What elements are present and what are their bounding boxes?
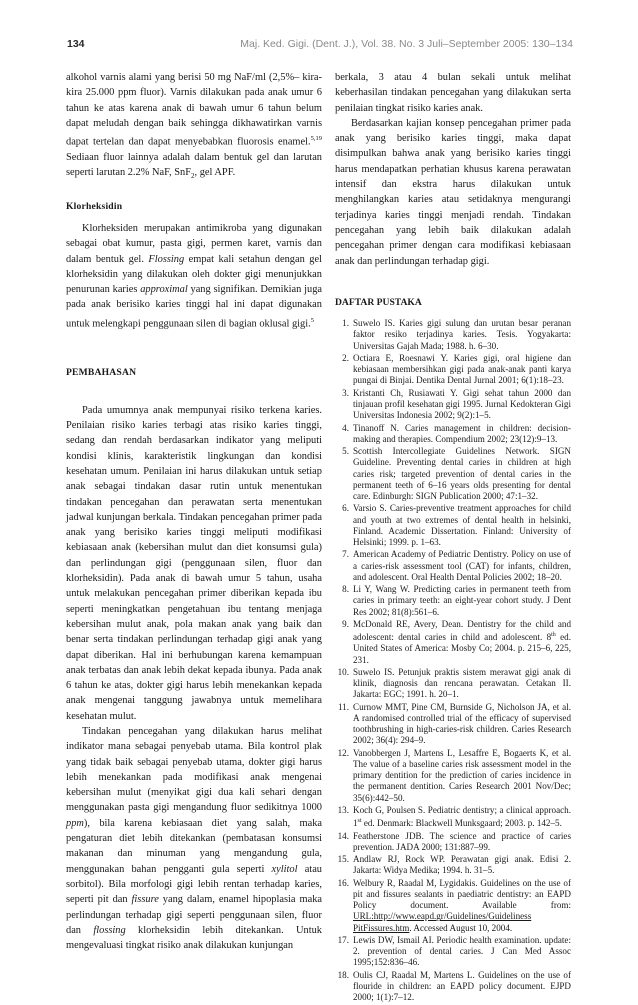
reference-text: Andlaw RJ, Rock WP. Perawatan gigi anak. Edisi 2. Jakarta: Widya Medika; 1994. h. 31–5.	[353, 854, 571, 876]
reference-item	[335, 503, 571, 548]
reference-text: McDonald RE, Avery, Dean. Dentistry for the child and adolescent: dental caries in child and adolescent. 8th ed. United States of America: Mosby Co; 2004. p. 215–6, 225, 231.	[353, 618, 571, 665]
klorheksidin-paragraph: Klorheksiden merupakan antimikroba yang digunakan sebagai obat kumur, pasta gigi, permen karet, varnis dan dalam bentuk gel. Flossing empat kali setahun dengan gel klorheksidin yang dilakukan oleh dokter gigi menunjukkan penurunan karies approximal yang signifikan. Demikian juga pada anak berisiko karies tinggi hal ini dapat digunakan untuk melengkapi penggunaan silen di bagian oklusal gigi.$^5$	[66, 222, 322, 330]
page-number: 134	[67, 38, 85, 50]
reference-number: 5.	[342, 446, 349, 457]
reference-text: Curnow MMT, Pine CM, Burnside G, Nicholson JA, et al. A randomised controlled trial of the efficacy of supervised toothbrushing in high-caries-risk children. Caries Research 2002; 36(4): 294–9.	[353, 701, 571, 746]
reference-text: Li Y, Wang W. Predicting caries in permanent teeth from caries in primary teeth: an eight-year cohort study. J Dent Res 2002; 81(8):561–6.	[353, 584, 571, 617]
reference-text: Oulis CJ, Raadal M, Martens L. Guidelines on the use of flouride in children: an EAPD policy document. EJPD 2000; 1(1):7–12.	[353, 969, 571, 1003]
reference-item	[335, 584, 571, 618]
citation-superscript: 5,19	[310, 135, 322, 143]
reference-item	[335, 805, 571, 829]
references-list	[335, 318, 571, 1003]
continuation-paragraph: berkala, 3 atau 4 bulan sekali untuk melihat keberhasilan tindakan pencegahan yang dilakukan serta penilaian tingkat risiko karies anak.	[335, 72, 571, 114]
reference-text: Koch G, Poulsen S. Pediatric dentistry; a clinical approach. 1st ed. Denmark: Blackwell Munksgaard; 2003. p. 142–5.	[353, 804, 571, 829]
reference-item	[335, 667, 571, 701]
reference-text: Suwelo IS. Petunjuk praktis sistem merawat gigi anak di klinik, diagnosis dan rencana perawatan. Cetakan II. Jakarta: EGC; 1991. h. 20–1.	[353, 666, 571, 700]
reference-text: Tinanoff N. Caries management in children: decision-making and therapies. Compendium 2002; 23(12):9–13.	[353, 422, 571, 444]
right-column	[335, 70, 571, 1005]
reference-text: American Academy of Pediatric Dentistry. Policy on use of a caries-risk assessment tool (CAT) for infants, children, and adolescent. Oral Health Dental Policies 2002; 18–20.	[353, 549, 571, 582]
reference-item	[335, 935, 571, 969]
reference-number: 12.	[337, 747, 349, 758]
reference-item	[335, 831, 571, 853]
reference-text: Welbury R, Raadal M, Lygidakis. Guidelines on the use of pit and fissures sealants in paediatric dentistry: an EAPD Policy document. Available from: URL:http://www.eapd.gr/Guidelines/Guideliness PitFissures.htm. Accessed August 10, 2004.	[353, 877, 571, 933]
reference-item	[335, 970, 571, 1004]
reference-text: Kristanti Ch, Rusiawati Y. Gigi sehat tahun 2000 dan tinjauan profil kesehatan gigi 1995. Jurnal Kedokteran Gigi Universitas Indonesia 2002; 9(2):1–5.	[353, 387, 571, 421]
reference-text: Octiara E, Roesnawi Y. Karies gigi, oral higiene dan kebiasaan membersihkan gigi pada anak-anak panti karya pungai di Binjai. Dentika Dental Jurnal 2001; 6(1):18–23.	[353, 352, 571, 386]
reference-number: 7.	[342, 549, 349, 560]
reference-item	[335, 423, 571, 445]
references-title: DAFTAR PUSTAKA	[335, 296, 422, 308]
pembahasan-paragraph-1: Pada umumnya anak mempunyai risiko terkena karies. Penilaian risiko karies terbagi atas risiko karies tinggi, sedang dan rendah berdasarkan indikator yang meliputi kondisi klinis, karakteristik lingkungan dan kondisi kesehatan umum. Penilaian ini harus dilakukan untuk setiap anak sebagai tindakan dasar rutin untuk menentukan tindakan pencegahan dan perawatan serta menentukan jadwal kunjungan berkala. Tindakan pencegahan primer pada anak yang berisiko karies tinggi meliputi modifikasi kebiasaan anak (kebersihan mulut dan diet konsumsi gula) dan perlindungan gigi (penggunaan silen, fluor dan klorheksidin). Pada anak di bawah umur 5 tahun, usaha untuk melakukan pencegahan primer diberikan kepada ibu seperti meningkatkan pengetahuan ibu tentang menjaga kebersihan mulut anak, pola makan anak yang baik dan benar serta tindakan perlindungan terhadap gigi anak yang dapat diberikan. Hal ini berhubungan karena kemampuan anak terbatas dan anak lebih dekat kepada ibunya. Pada anak 6 tahun ke atas, dokter gigi harus lebih menekankan kepada anak mengenai tanggung jawabnya untuk memelihara kesehatan mulut.	[66, 404, 322, 722]
reference-number: 1.	[342, 318, 349, 329]
reference-text: Featherstone JDB. The science and practice of caries prevention. JADA 2000; 131:887–99.	[353, 830, 571, 852]
pembahasan-paragraph-2: Tindakan pencegahan yang dilakukan harus melihat indikator mana sebagai penyebab utama. Bila kontrol plak yang tidak baik sebagai penyebab utama, dokter gigi harus lebih menekankan pada modifikasi anak mengenai kebersihan mulut (menyikat gigi dua kali sehari dengan menggunakan pasta gigi mengandung fluor sedikitnya 1000 ppm), bila karena kebiasaan diet yang salah, maka pengaturan diet lebih ditekankan (pembatasan konsumsi makanan dan minuman yang mengandung gula, menggunakan bahan pengganti gula seperti xylitol atau sorbitol). Bila morfologi gigi lebih rentan terhadap karies, seperti pit dan fissure yang dalam, enamel hipoplasia maka perlindungan terhadap gigi seperti penggunaan silen, fluor dan flossing klorheksidin lebih ditekankan. Untuk mengevaluasi tingkat risiko anak dilakukan kunjungan	[66, 726, 322, 952]
reference-number: 9.	[342, 618, 349, 629]
reference-number: 8.	[342, 584, 349, 595]
reference-text: Varsio S. Caries-preventive treatment approaches for child and youth at two extremes of dental health in helsinki, Finland. Academic Dissertation. Finland: University of Helsinki; 1999. p. 1–63.	[353, 503, 571, 547]
reference-number: 10.	[337, 666, 349, 677]
reference-number: 17.	[337, 934, 349, 945]
reference-item	[335, 702, 571, 747]
reference-item	[335, 748, 571, 804]
reference-number: 4.	[342, 422, 349, 433]
reference-number: 14.	[337, 830, 349, 841]
reference-item	[335, 446, 571, 502]
reference-number: 16.	[337, 877, 349, 888]
section-title-klorheksidin: Klorheksidin	[66, 200, 123, 212]
reference-item	[335, 549, 571, 583]
reference-item	[335, 878, 571, 934]
reference-number: 15.	[337, 854, 349, 865]
reference-item	[335, 854, 571, 876]
reference-number: 18.	[337, 969, 349, 980]
reference-item	[335, 619, 571, 666]
reference-number: 2.	[342, 352, 349, 363]
conclusion-paragraph: Berdasarkan kajian konsep pencegahan primer pada anak yang berisiko karies tinggi, maka dapat disimpulkan bahwa anak yang berisiko karies tinggi harus mendapatkan perhatian khusus karena perawatan intensif dan ekstra harus dilakukan untuk menghilangkan karies atau setidaknya mengurangi terjadinya karies tinggi menjadi rendah. Tindakan pencegahan yang lebih baik dilakukan adalah pencegahan primer dengan cara modifikasi kebiasaan anak dan perlindungan terhadap gigi.	[335, 117, 571, 267]
reference-url-link[interactable]: URL:http://www.eapd.gr/Guidelines/Guideliness PitFissures.htm	[353, 911, 532, 933]
section-title-pembahasan: PEMBAHASAN	[66, 367, 137, 379]
reference-number: 3.	[342, 387, 349, 398]
page-header	[67, 38, 573, 52]
intro-paragraph: alkohol varnis alami yang berisi 50 mg NaF/ml (2,5%– kira-kira 25.000 ppm fluor). Varnis dilakukan pada anak umur 6 tahun ke atas karena anak di bawah umur 6 tahun belum dapat meludah dengan baik sehingga dikhawatirkan varnis dapat tertelan dan dapat menyebabkan fluorosis enamel.$^{5,19}$ Sediaan fluor lainnya adalah dalam bentuk gel dan larutan seperti larutan 2.2% NaF, SnF$_2$, gel APF.	[66, 72, 322, 181]
reference-text: Lewis DW, Ismail AI. Periodic health examination. update: 2. prevention of dental caries. J Can Med Assoc 1995;152:836–46.	[353, 934, 571, 968]
running-head: Maj. Ked. Gigi. (Dent. J.), Vol. 38. No. 3 Juli–September 2005: 130–134	[240, 38, 573, 50]
reference-number: 11.	[337, 701, 349, 712]
reference-text: Vanobbergen J, Martens L, Lesaffre E, Bogaerts K, et al. The value of a baseline caries risk assessment model in the primary dentition for the prediction of caries incidence in the permanent dentition. Caries Research 2001 Nov/Dec; 35(6):442–50.	[353, 747, 571, 803]
reference-number: 6.	[342, 503, 349, 514]
reference-text: Suwelo IS. Karies gigi sulung dan urutan besar peranan faktor resiko terjadinya karies. Tesis. Yogyakarta: Universitas Gajah Mada; 1988. h. 6–30.	[353, 318, 571, 351]
reference-item	[335, 353, 571, 387]
reference-item	[335, 388, 571, 422]
reference-number: 13.	[337, 804, 349, 815]
left-column	[66, 70, 322, 953]
reference-text: Scottish Intercollegiate Guidelines Network. SIGN Guideline. Preventing dental caries in children at high caries risk; targeted prevention of dental caries in the permanent teeth of 6–16 years olds presenting for dental care. Edinburgh: SIGN Publication 2000; 47:1–32.	[353, 446, 571, 501]
reference-item	[335, 318, 571, 352]
chemical-subscript: 2	[191, 172, 195, 181]
